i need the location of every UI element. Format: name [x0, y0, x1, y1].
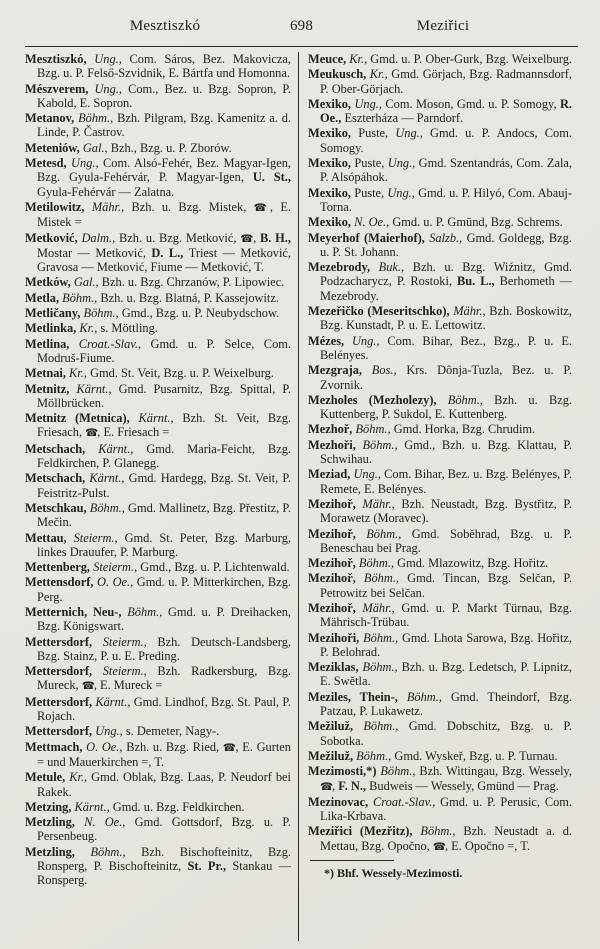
bold-text: Mežiluž, [308, 748, 357, 763]
entry-text: Berhometh — Mezebrody. [320, 274, 572, 303]
bold-text: Mettersdorf, [25, 664, 103, 679]
entry-text: s. Demeter, Nagy-. [125, 724, 220, 739]
region-abbr: Böhm., [447, 392, 495, 407]
bold-text: St. Pr., [187, 859, 233, 874]
gazetteer-entry [25, 411, 291, 441]
gazetteer-entry [25, 275, 291, 289]
bold-text: Metla, [25, 290, 63, 305]
entry-text: Bzh. Boskowitz, Bzg. Kunstadt, P. u. E. Lettowitz. [320, 304, 572, 333]
entry-text: Puste, [358, 126, 396, 141]
region-abbr: Böhm., [363, 630, 402, 645]
entry-text: Bzh. u. Bzg. Ledetsch, P. Lipnitz, E. Swětla. [320, 660, 572, 689]
gazetteer-entry [25, 321, 291, 335]
gazetteer-entry [308, 660, 572, 689]
bold-text: Metschkau, [25, 500, 90, 515]
entry-text: Gmd. Hardegg, Bzg. St. Veit, P. Feistritz-Pulst. [37, 471, 291, 500]
entry-text: Triest — Metković, Gravosa — Metković, Fiume — Metković, T. [37, 245, 292, 275]
bold-text: B. H., [259, 230, 291, 245]
entry-text: Gmd. u. Bzg. Feldkirchen. [112, 799, 245, 814]
gazetteer-entry [25, 366, 291, 380]
gazetteer-entry [25, 231, 291, 275]
bold-text: Metesd, [25, 156, 72, 171]
gazetteer-entry [25, 337, 291, 366]
gazetteer-entry [308, 97, 572, 126]
bold-text: Mezhoř, [308, 422, 356, 437]
bold-text: Mezinovac, [308, 794, 374, 809]
gazetteer-entry [25, 141, 291, 155]
region-abbr: Kärnt., [76, 381, 119, 396]
bold-text: Metanov, [25, 111, 79, 126]
gazetteer-entry [308, 304, 572, 333]
entry-text: Gmd. Theindorf, Bzg. Patzau, P. Lukawetz. [320, 689, 572, 719]
bold-text: Meuce, [308, 52, 350, 66]
entry-text: Gmd. Soběhrad, Bzg. u. P. Beneschau bei Prag. [320, 526, 573, 555]
entry-text: Gmd. u. P. Mitterkirchen, Bzg. Perg. [37, 575, 291, 604]
bold-text: Metzling, [25, 844, 91, 859]
bold-text: Mezeřičko (Meseritschko), [308, 304, 454, 319]
gazetteer-entry [25, 501, 291, 530]
bold-text: Mettersdorf, [25, 694, 96, 709]
bold-text: Metković, [25, 230, 82, 245]
region-abbr: Dalm., [81, 230, 120, 245]
entry-text: Bzh. u. Bzg. Wiźnitz, Gmd. Podzacharycz, P. Rostoki, [320, 260, 572, 289]
entry-text: Gmd. Görjach, Bzg. Radmannsdorf, P. Ober-Görjach. [320, 67, 572, 96]
gazetteer-entry [25, 740, 291, 770]
bold-text: Metule, [25, 770, 70, 785]
bold-text: Mettensdorf, [25, 575, 98, 590]
bold-text: Metschach, [25, 441, 99, 456]
guide-word-right: Meziřici [416, 18, 470, 34]
gazetteer-entry [25, 382, 291, 411]
bold-text: Metzling, [25, 815, 85, 830]
gazetteer-entry [308, 215, 572, 229]
entry-text: Bzh. Wittingau, Bzg. Wessely, [419, 764, 573, 779]
bold-text: Metlina, [25, 336, 79, 351]
gazetteer-entry [25, 560, 291, 574]
footnote-block [308, 860, 572, 880]
region-abbr: Steierm., [102, 664, 158, 679]
entry-text: , E. Gurten = und Mauerkirchen =, T. [37, 739, 291, 769]
telegraph-icon: ☎ [253, 201, 270, 214]
region-abbr: Kärnt., [89, 471, 129, 486]
gazetteer-entry [308, 497, 572, 526]
column-right [300, 52, 572, 941]
bold-text: Metličany, [25, 306, 84, 321]
page-content [25, 52, 578, 941]
region-abbr: Buk., [378, 260, 413, 275]
entry-text: Bzh. u. Bzg. Chrzanów, P. Lipowiec. [101, 275, 285, 290]
bold-text: Meziklas, [308, 660, 363, 675]
entry-text: Gmd. u. P. Andocs, Com. Somogy. [320, 126, 572, 155]
telegraph-icon: ☎ [81, 680, 94, 693]
gazetteer-entry [308, 571, 572, 600]
gazetteer-entry [308, 52, 572, 66]
entry-text: Com. Alsó-Fehér, Bez. Magyar-Igen, Bzg. Gyula-Fehérvár, P. Magyar-Igen, [37, 156, 291, 185]
region-abbr: Böhm., [362, 660, 402, 675]
bold-text: Mežiluž, [308, 719, 364, 734]
region-abbr: Böhm., [406, 689, 451, 704]
region-abbr: Kr., [369, 67, 392, 82]
bold-text: Mezgraja, [308, 363, 372, 378]
entry-text: Com. Bihar, Bez., Bzg., P. u. E. Belényes. [320, 333, 572, 362]
entry-text: Gmd. St. Peter, Bzg. Marburg, linkes Drauufer, P. Marburg. [37, 530, 291, 559]
region-abbr: Böhm., [362, 437, 405, 452]
header-rule [25, 46, 578, 47]
gazetteer-entry [25, 695, 291, 724]
region-abbr: Böhm., [380, 764, 420, 779]
entry-text: Gmd. Dobschitz, Bzg. u. P. Sobotka. [320, 719, 572, 748]
entry-text: Budweis — Wessely, Gmünd — Prag. [369, 778, 559, 793]
bold-text: Meziřici (Mezřitz), [308, 824, 421, 839]
entry-text: Gmd. u. P. Perusic, Com. Lika-Krbava. [320, 794, 573, 824]
bold-text: Metschach, [25, 471, 90, 486]
gazetteer-entry [25, 635, 291, 664]
region-abbr: Böhm., [363, 571, 408, 586]
gazetteer-entry [25, 531, 291, 560]
gazetteer-entry [25, 845, 291, 888]
entry-text: , [253, 230, 260, 245]
region-abbr: Böhm., [83, 306, 122, 321]
region-abbr: Böhm., [62, 290, 101, 305]
gazetteer-entry [25, 471, 291, 500]
gazetteer-entry [308, 260, 572, 303]
footnote-rule [310, 860, 394, 861]
gazetteer-entry [308, 186, 572, 215]
entry-text: Com. Moson, Gmd. u. P. Somogy, [385, 96, 560, 111]
region-abbr: Bos., [371, 363, 407, 378]
region-abbr: Kärnt., [98, 441, 147, 456]
bold-text: Metków, [25, 275, 74, 290]
region-abbr: Ung., [94, 52, 130, 66]
entry-text: Gmd. Gottsdorf, Bzg. u. P. Persenbeug. [37, 815, 292, 844]
bold-text: R. Oe., [320, 96, 572, 126]
bold-text: Mettmach, [25, 739, 87, 754]
region-abbr: Kärnt., [74, 799, 113, 814]
page-number: 698 [289, 18, 314, 34]
region-abbr: Ung., [95, 724, 126, 739]
entry-text: Bzh. u. Bzg. Blatná, P. Kassejowitz. [100, 290, 279, 305]
region-abbr: Kärnt., [138, 411, 183, 426]
bold-text: Mettersdorf, [25, 634, 103, 649]
region-abbr: Ung., [351, 333, 388, 348]
bold-text: Meteniów, [25, 140, 83, 155]
bold-text: Meziles, Thein-, [308, 689, 407, 704]
entry-text: Bzh. St. Veit, Bzg. Friesach, [37, 411, 291, 440]
gazetteer-entry [25, 111, 291, 140]
gazetteer-entry [25, 770, 291, 799]
region-abbr: Ung., [387, 156, 419, 171]
gazetteer-entry [25, 306, 291, 320]
entry-text: Bzh. Neustadt a. d. Mettau, Bzg. Opočno, [320, 824, 572, 853]
entry-text: Bzh. u. Bzg. Ried, [126, 739, 223, 754]
entry-text: Gmd. Oblak, Bzg. Laas, P. Neudorf bei Rakek. [37, 770, 291, 799]
telegraph-icon: ☎ [240, 232, 254, 245]
entry-text: Gyula-Fehérvár — Zalatna. [37, 184, 175, 199]
region-abbr: Kr., [69, 366, 91, 381]
bold-text: Bu. L., [457, 274, 500, 289]
entry-text: Mostar — Metković, [37, 245, 152, 260]
bold-text: Mezholes (Mezholezy), [308, 392, 448, 407]
entry-text: Bzh. Radkersburg, Bzg. Mureck, [37, 664, 291, 693]
entry-text: Gmd. Lindhof, Bzg. St. Paul, P. Rojach. [37, 694, 291, 724]
entry-text: Bzh. u. Bzg. Kuttenberg, P. Sukdol, E. Kuttenberg. [320, 392, 572, 422]
region-abbr: Mähr., [362, 600, 402, 615]
bold-text: Mexiko, [308, 126, 359, 141]
region-abbr: Mähr., [362, 496, 402, 511]
entry-text: Gmd. Szentandrás, Com. Zala, P. Alsópáhok. [320, 156, 572, 185]
region-abbr: Ung., [94, 81, 129, 96]
telegraph-icon: ☎ [432, 840, 445, 853]
bold-text: Mézes, [308, 333, 352, 348]
region-abbr: N. Oe., [354, 215, 393, 230]
entry-text: Gmd. u. P. Hilyó, Com. Abauj-Torna. [320, 185, 572, 214]
region-abbr: Ung., [353, 467, 385, 482]
bold-text: Metlinka, [25, 321, 80, 336]
region-abbr: Böhm., [363, 719, 409, 734]
entry-text: Com. Bihar, Bez. u. Bzg. Belényes, P. Remete, E. Belényes. [320, 467, 572, 496]
region-abbr: Ung., [387, 185, 419, 200]
footnote-text [310, 866, 572, 880]
entry-text: Bzh., Bzg. u. P. Zborów. [110, 140, 232, 155]
gazetteer-entry [25, 815, 291, 844]
entry-text: Bzh. Bischofteinitz, Bzg. Ronsperg, P. Bischofteinitz, [37, 844, 291, 874]
entry-text: Gmd., Bzh. u. Bzg. Klattau, P. Schwihau. [320, 437, 572, 467]
region-abbr: Kr., [349, 52, 371, 66]
bold-text: Mezihoř, [308, 600, 363, 615]
gazetteer-entry [308, 824, 572, 854]
entry-text: Gmd. Goldegg, Bzg. u. P. St. Johann. [320, 230, 572, 259]
region-abbr: Croat.-Slav., [78, 336, 151, 351]
region-abbr: Gal., [82, 140, 111, 155]
entry-text: , [332, 778, 339, 793]
gazetteer-entry [25, 800, 291, 814]
bold-text: Mezimosti,*) [308, 764, 381, 779]
entry-text: , E. Mistek = [37, 199, 291, 230]
entry-text: Gmd. u. P. Selce, Com. Modruš-Fiume. [37, 336, 291, 365]
bold-text: Mexiko, [308, 215, 355, 230]
entry-text: Com., Bez. u. Bzg. Sopron, P. Kabold, E. Sopron. [37, 81, 291, 110]
entry-text: Bzh. u. Bzg. Mistek, [131, 199, 254, 214]
bold-text: Mesztiszkó, [25, 52, 95, 66]
gazetteer-entry [25, 664, 291, 694]
column-left [25, 52, 297, 941]
bold-text: Meziad, [308, 467, 354, 482]
bold-text: Mettenberg, [25, 560, 94, 575]
region-abbr: Gal., [73, 275, 102, 290]
gazetteer-entry [308, 690, 572, 719]
region-abbr: Ung., [354, 96, 386, 111]
bold-text: D. L., [151, 245, 189, 260]
entry-text: Bzh. Pilgram, Bzg. Kamenitz a. d. Linde, P. Častrov. [37, 111, 291, 140]
gazetteer-entry [308, 601, 572, 630]
bold-text: Mészverem, [25, 81, 95, 96]
gazetteer-entry [308, 363, 572, 392]
gazetteer-entry [308, 438, 572, 467]
region-abbr: Kr., [79, 321, 101, 336]
region-abbr: Böhm., [89, 500, 129, 515]
gazetteer-entry [308, 67, 572, 96]
bold-text: Mezihoř, [308, 556, 359, 571]
bold-text: Meukusch, [308, 67, 370, 82]
gazetteer-entry [310, 866, 572, 880]
entry-text: , E. Friesach = [97, 425, 170, 440]
entry-text: Gmd. u. P. Gmünd, Bzg. Schrems. [392, 215, 563, 230]
bold-text: Metnitz, [25, 381, 77, 396]
gazetteer-entry [308, 422, 572, 436]
bold-text: Mezihoř, [308, 496, 363, 511]
region-abbr: Croat.-Slav., [373, 794, 441, 809]
entry-text: Gmd. St. Veit, Bzg. u. P. Weixelburg. [90, 366, 274, 381]
bold-text: Metnai, [25, 366, 70, 381]
region-abbr: Böhm., [90, 844, 142, 859]
gazetteer-entry [308, 334, 572, 363]
gazetteer-entry [25, 605, 291, 634]
bold-text: U. St., [252, 170, 291, 185]
bold-text: F. N., [338, 778, 370, 793]
gazetteer-entry [308, 467, 572, 496]
entry-text: Gmd. Maria-Feicht, Bzg. Feldkirchen, P. Glanegg. [37, 441, 291, 471]
gazetteer-entry [25, 156, 291, 199]
region-abbr: Kärnt., [95, 694, 134, 709]
gazetteer-entry [25, 575, 291, 604]
gazetteer-entry [308, 764, 572, 794]
gazetteer-entry [308, 126, 572, 155]
page-header [25, 18, 578, 40]
gazetteer-entry [308, 393, 572, 422]
entry-text: Gmd. Pusarnitz, Bzg. Spittal, P. Möllbrücken. [37, 381, 292, 410]
region-abbr: Böhm., [420, 824, 464, 839]
entry-text: Eszterháza — Parndorf. [344, 111, 464, 126]
bold-text: Mezhoři, [308, 437, 363, 452]
region-abbr: Böhm., [356, 748, 395, 763]
gazetteer-entry [308, 749, 572, 763]
region-abbr: O. Oe., [97, 575, 137, 590]
entry-text: Bzh. Neustadt, Bzg. Bystřitz, P. Morawetz (Moravec). [320, 496, 572, 526]
gazetteer-entry [25, 82, 291, 111]
gazetteer-entry [25, 291, 291, 305]
gazetteer-entry [308, 631, 572, 660]
bold-text: Mexiko, [308, 96, 355, 111]
gazetteer-entry [308, 231, 572, 260]
entry-text: Gmd. Tincan, Bzg. Selčan, P. Petrowitz bei Selčan. [320, 571, 573, 600]
column-right-entries [308, 52, 572, 854]
bold-text: Mettau, [25, 530, 74, 545]
entry-text: , E. Mureck = [93, 678, 163, 693]
bold-text: *) Bhf. Wessely-Mezimosti. [324, 866, 463, 881]
telegraph-icon: ☎ [222, 741, 236, 754]
entry-text: Com. Sáros, Bez. Makovicza, Bzg. u. P. Felső-Szvidnik, E. Bártfa und Homonna. [37, 52, 291, 81]
bold-text: Metilowitz, [25, 199, 92, 214]
region-abbr: Böhm., [78, 111, 118, 126]
region-abbr: Böhm., [355, 422, 394, 437]
guide-word-left: Mesztiszkó [129, 18, 201, 34]
region-abbr: Mähr., [453, 304, 490, 319]
telegraph-icon: ☎ [320, 780, 333, 793]
entry-text: s. Möttling. [100, 321, 158, 336]
bold-text: Mettersdorf, [25, 724, 96, 739]
bold-text: Mexiko, [308, 185, 355, 200]
gazetteer-entry [25, 442, 291, 471]
entry-text: Gmd. Wyskeř, Bzg. u. P. Turnau. [394, 748, 558, 763]
entry-text: , E. Opočno =, T. [444, 838, 530, 853]
bold-text: Metzing, [25, 799, 75, 814]
region-abbr: Böhm., [127, 604, 168, 619]
entry-text: Puste, [354, 185, 388, 200]
entry-text: Stankau — Ronsperg. [37, 859, 291, 888]
region-abbr: Kr., [69, 770, 92, 785]
region-abbr: Böhm., [366, 526, 412, 541]
gazetteer-entry [25, 724, 291, 738]
telegraph-icon: ☎ [85, 427, 98, 440]
entry-text: Gmd. Mallinetz, Bzg. Přestitz, P. Mečin. [37, 500, 291, 530]
entry-text: Gmd. Lhota Sarowa, Bzg. Hořitz, P. Belohrad. [320, 630, 572, 659]
gazetteer-entry [308, 795, 572, 824]
gazetteer-entry [308, 156, 572, 185]
bold-text: Mezihoř, [308, 526, 367, 541]
entry-text: Gmd. u. P. Markt Türnau, Bzg. Mährisch-Trübau. [320, 600, 572, 630]
bold-text: Mezebrody, [308, 260, 379, 275]
entry-text: Gmd., Bzg. u. P. Neubydschow. [121, 306, 280, 321]
entry-text: Krs. Dônja-Tuzla, Bez. u. P. Zvornik. [320, 363, 572, 392]
region-abbr: Steierm., [73, 530, 125, 545]
region-abbr: Ung., [395, 126, 431, 141]
column-divider-rule [298, 52, 299, 941]
bold-text: Meyerhof (Maierhof), [308, 230, 430, 245]
bold-text: Metternich, Neu-, [25, 604, 128, 619]
bold-text: Mezihoř, [308, 571, 364, 586]
region-abbr: O. Oe., [86, 739, 127, 754]
entry-text: Puste, [354, 156, 388, 171]
gazetteer-entry [308, 527, 572, 556]
region-abbr: Salzb., [429, 230, 467, 245]
region-abbr: Steierm., [93, 560, 141, 575]
entry-text: Gmd. Horka, Bzg. Chrudim. [393, 422, 536, 437]
gazetteer-entry [308, 556, 572, 570]
region-abbr: Böhm., [358, 556, 398, 571]
entry-text: Gmd. u. P. Ober-Gurk, Bzg. Weixelburg. [370, 52, 572, 66]
region-abbr: Ung., [71, 156, 103, 171]
entry-text: Gmd., Bzg. u. P. Lichtenwald. [140, 560, 290, 575]
region-abbr: Steierm., [102, 634, 158, 649]
gazetteer-entry [308, 719, 572, 748]
bold-text: Metnitz (Metnica), [25, 411, 139, 426]
entry-text: Bzh. u. Bzg. Metković, [119, 230, 241, 245]
entry-text: Gmd. u. P. Dreihacken, Bzg. Königswart. [37, 604, 291, 634]
region-abbr: N. Oe., [84, 815, 135, 830]
bold-text: Mezihoři, [308, 630, 364, 645]
entry-text: Gmd. Mlazowitz, Bzg. Hořitz. [397, 556, 549, 571]
region-abbr: Mähr., [91, 199, 132, 214]
entry-text: Bzh. Deutsch-Landsberg, Bzg. Stainz, P. u. E. Preding. [37, 634, 291, 663]
gazetteer-entry [25, 52, 291, 81]
bold-text: Mexiko, [308, 156, 355, 171]
gazetteer-entry [25, 200, 291, 230]
